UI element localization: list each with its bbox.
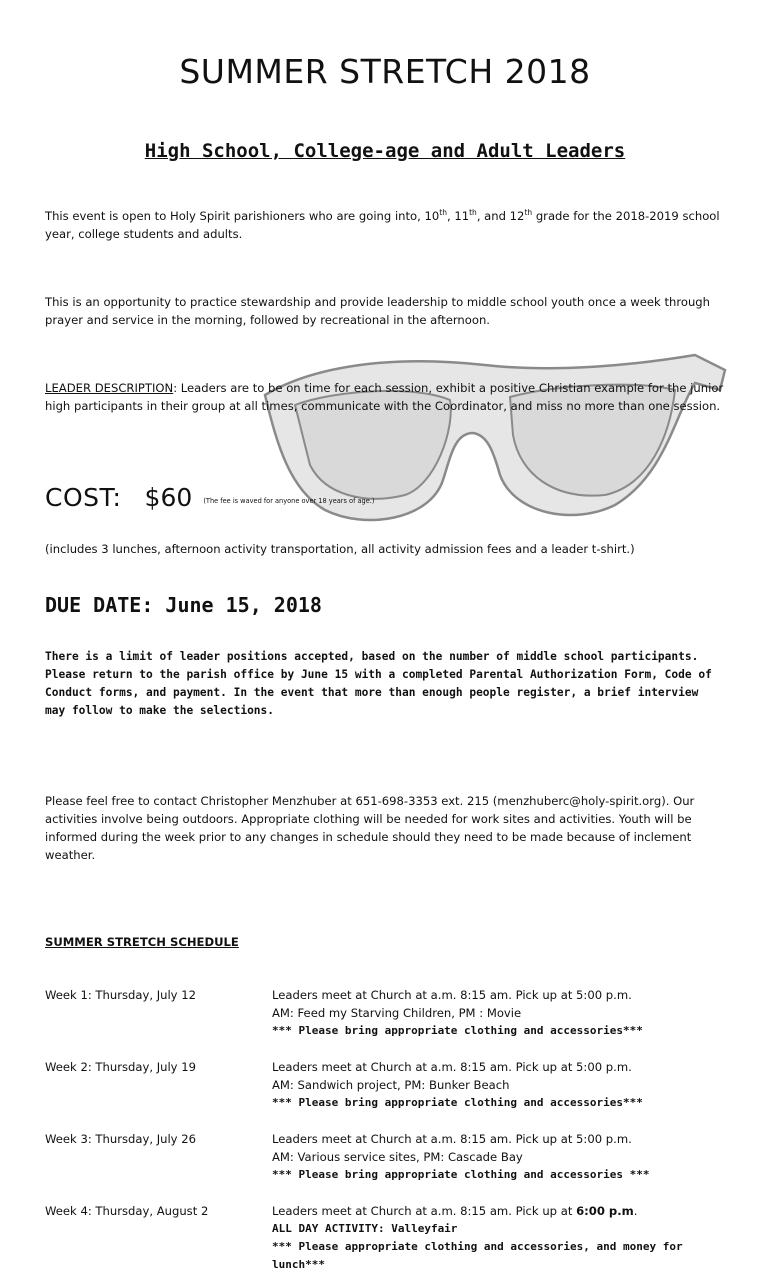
cost-amount: $60 <box>144 483 193 512</box>
cost-line <box>45 483 770 512</box>
week-meeting-time: Leaders meet at Church at a.m. 8:15 am. Pick up at 5:00 p.m. <box>272 988 632 1002</box>
cost-includes: (includes 3 lunches, afternoon activity transportation, all activity admission fees and a leader t-shirt.) <box>45 542 635 556</box>
page-title: SUMMER STRETCH 2018 <box>179 52 591 91</box>
week-reminder: *** Please bring appropriate clothing and accessories*** <box>272 1024 643 1037</box>
schedule-heading: SUMMER STRETCH SCHEDULE <box>45 935 239 949</box>
week-activities: AM: Feed my Starving Children, PM : Movie <box>272 1006 522 1020</box>
contact-paragraph: Please feel free to contact Christopher Menzhuber at 651-698-3353 ext. 215 (menzhuberc@holy-spirit.org). Our activities involve being outdoors. Appropriate clothing will be needed for work sites and activities. Youth will be informed during the week prior to any changes in schedule should they need to be made because of inclement weather. <box>45 794 695 862</box>
week-label: Week 4: Thursday, August 2 <box>45 1204 209 1218</box>
cost-note: (The fee is waved for anyone over 18 years of age.) <box>203 497 375 505</box>
due-date-heading: DUE DATE: June 15, 2018 <box>45 593 322 617</box>
week-meeting-time: Leaders meet at Church at a.m. 8:15 am. Pick up at 5:00 p.m. <box>272 1132 632 1146</box>
week-activities: AM: Various service sites, PM: Cascade Bay <box>272 1150 523 1164</box>
week-reminder: *** Please bring appropriate clothing and accessories *** <box>272 1168 650 1181</box>
week-reminder: *** Please appropriate clothing and accessories, and money for lunch*** <box>272 1240 683 1271</box>
week-activities: ALL DAY ACTIVITY: Valleyfair <box>272 1222 458 1235</box>
page-subtitle: High School, College-age and Adult Leaders <box>144 140 626 162</box>
leader-description-label: LEADER DESCRIPTION <box>45 381 174 395</box>
week-label: Week 2: Thursday, July 19 <box>45 1060 196 1074</box>
intro-paragraph-1: This event is open to Holy Spirit parishioners who are going into, 10th, 11th, and 12th grade for the 2018-2019 school year, college students and adults. <box>45 208 720 241</box>
intro-paragraph-2: This is an opportunity to practice stewardship and provide leadership to middle school youth once a week through prayer and service in the morning, followed by recreational in the afternoon. <box>45 295 711 327</box>
leader-description: LEADER DESCRIPTION: Leaders are to be on time for each session, exhibit a positive Christian example for the junior high participants in their group at all times, communicate with the Coordinator, and miss no more than one session. <box>45 381 724 413</box>
week-reminder: *** Please bring appropriate clothing and accessories*** <box>272 1096 643 1109</box>
week-label: Week 1: Thursday, July 12 <box>45 988 196 1002</box>
week-label: Week 3: Thursday, July 26 <box>45 1132 196 1146</box>
due-date-details: There is a limit of leader positions accepted, based on the number of middle school participants. Please return to the parish office by June 15 with a completed Parental Authorization Form, Code of Conduct forms, and payment. In the event that more than enough people register, a brief interview may follow to make the selections. <box>45 650 712 717</box>
week-meeting-time: Leaders meet at Church at a.m. 8:15 am. Pick up at 5:00 p.m. <box>272 1060 632 1074</box>
cost-label: COST: <box>45 483 122 512</box>
week-meeting-time: Leaders meet at Church at a.m. 8:15 am. Pick up at 6:00 p.m. <box>272 1204 638 1218</box>
week-activities: AM: Sandwich project, PM: Bunker Beach <box>272 1078 510 1092</box>
